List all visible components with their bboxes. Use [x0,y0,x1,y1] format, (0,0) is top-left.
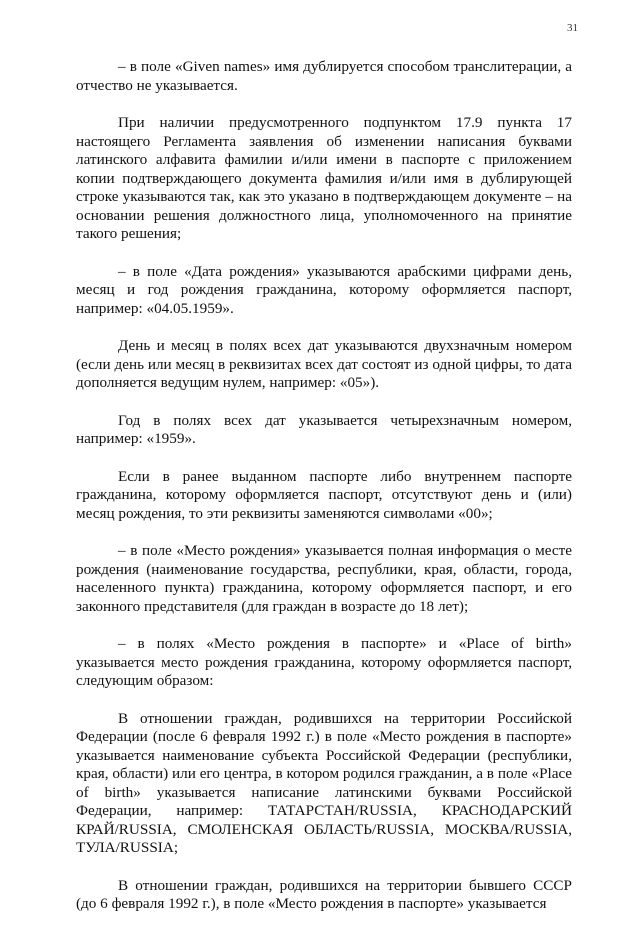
paragraph-ussr-births: В отношении граждан, родившихся на территории бывшего СССР (до 6 февраля 1992 г.), в поле «Место рождения в паспорте» указывается [76,876,572,912]
paragraph-day-month-format: День и месяц в полях всех дат указываются двухзначным номером (если день или месяц в реквизитах всех дат состоят из одной цифры, то дата дополняется ведущим нулем, например: «05»). [76,337,572,391]
paragraph-missing-date-parts: Если в ранее выданном паспорте либо внутреннем паспорте гражданина, которому оформляется паспорт, отсутствуют день и (или) месяц рождения, то эти реквизиты заменяются символами «00»; [76,467,572,522]
page-number: 31 [567,22,578,34]
paragraph-place-of-birth: – в поле «Место рождения» указывается полная информация о месте рождения (наименование государства, республики, края, области, города, населенного пункта) гражданина, которому оформляется паспорт, и его законного представителя (для граждан в возрасте до 18 лет); [76,542,572,615]
document-body [76,58,572,933]
paragraph-latin-spelling-change: При наличии предусмотренного подпунктом 17.9 пункта 17 настоящего Регламента заявления об изменении написания буквами латинского алфавита фамилии и/или имени в паспорте с приложением копии подтверждающего документа фамилия и/или имя в дублирующей строке указываются так, как это указано в подтверждающем документе – на основании решения должностного лица, уполномоченного на принятие такого решения; [76,114,572,242]
paragraph-year-format: Год в полях всех дат указывается четырехзначным номером, например: «1959». [76,411,572,447]
paragraph-place-of-birth-passport: – в полях «Место рождения в паспорте» и «Place of birth» указывается место рождения гражданина, которому оформляется паспорт, следующим образом: [76,635,572,689]
paragraph-russian-federation-births: В отношении граждан, родившихся на территории Российской Федерации (после 6 февраля 1992 г.) в поле «Место рождения в паспорте» указывается наименование субъекта Российской Федерации (республики, края, области) или его центра, в котором родился гражданин, а в поле «Place of birth» указывается написание латинскими буквами Российской Федерации, например: ТАТАРСТАН/RUSSIA, КРАСНОДАРСКИЙ КРАЙ/RUSSIA, СМОЛЕНСКАЯ ОБЛАСТЬ/RUSSIA, МОСКВА/RUSSIA, ТУЛА/RUSSIA; [76,709,572,856]
paragraph-date-of-birth: – в поле «Дата рождения» указываются арабскими цифрами день, месяц и год рождения гражданина, которому оформляется паспорт, например: «04.05.1959». [76,262,572,317]
paragraph-given-names: – в поле «Given names» имя дублируется способом транслитерации, а отчество не указывается. [76,58,572,94]
